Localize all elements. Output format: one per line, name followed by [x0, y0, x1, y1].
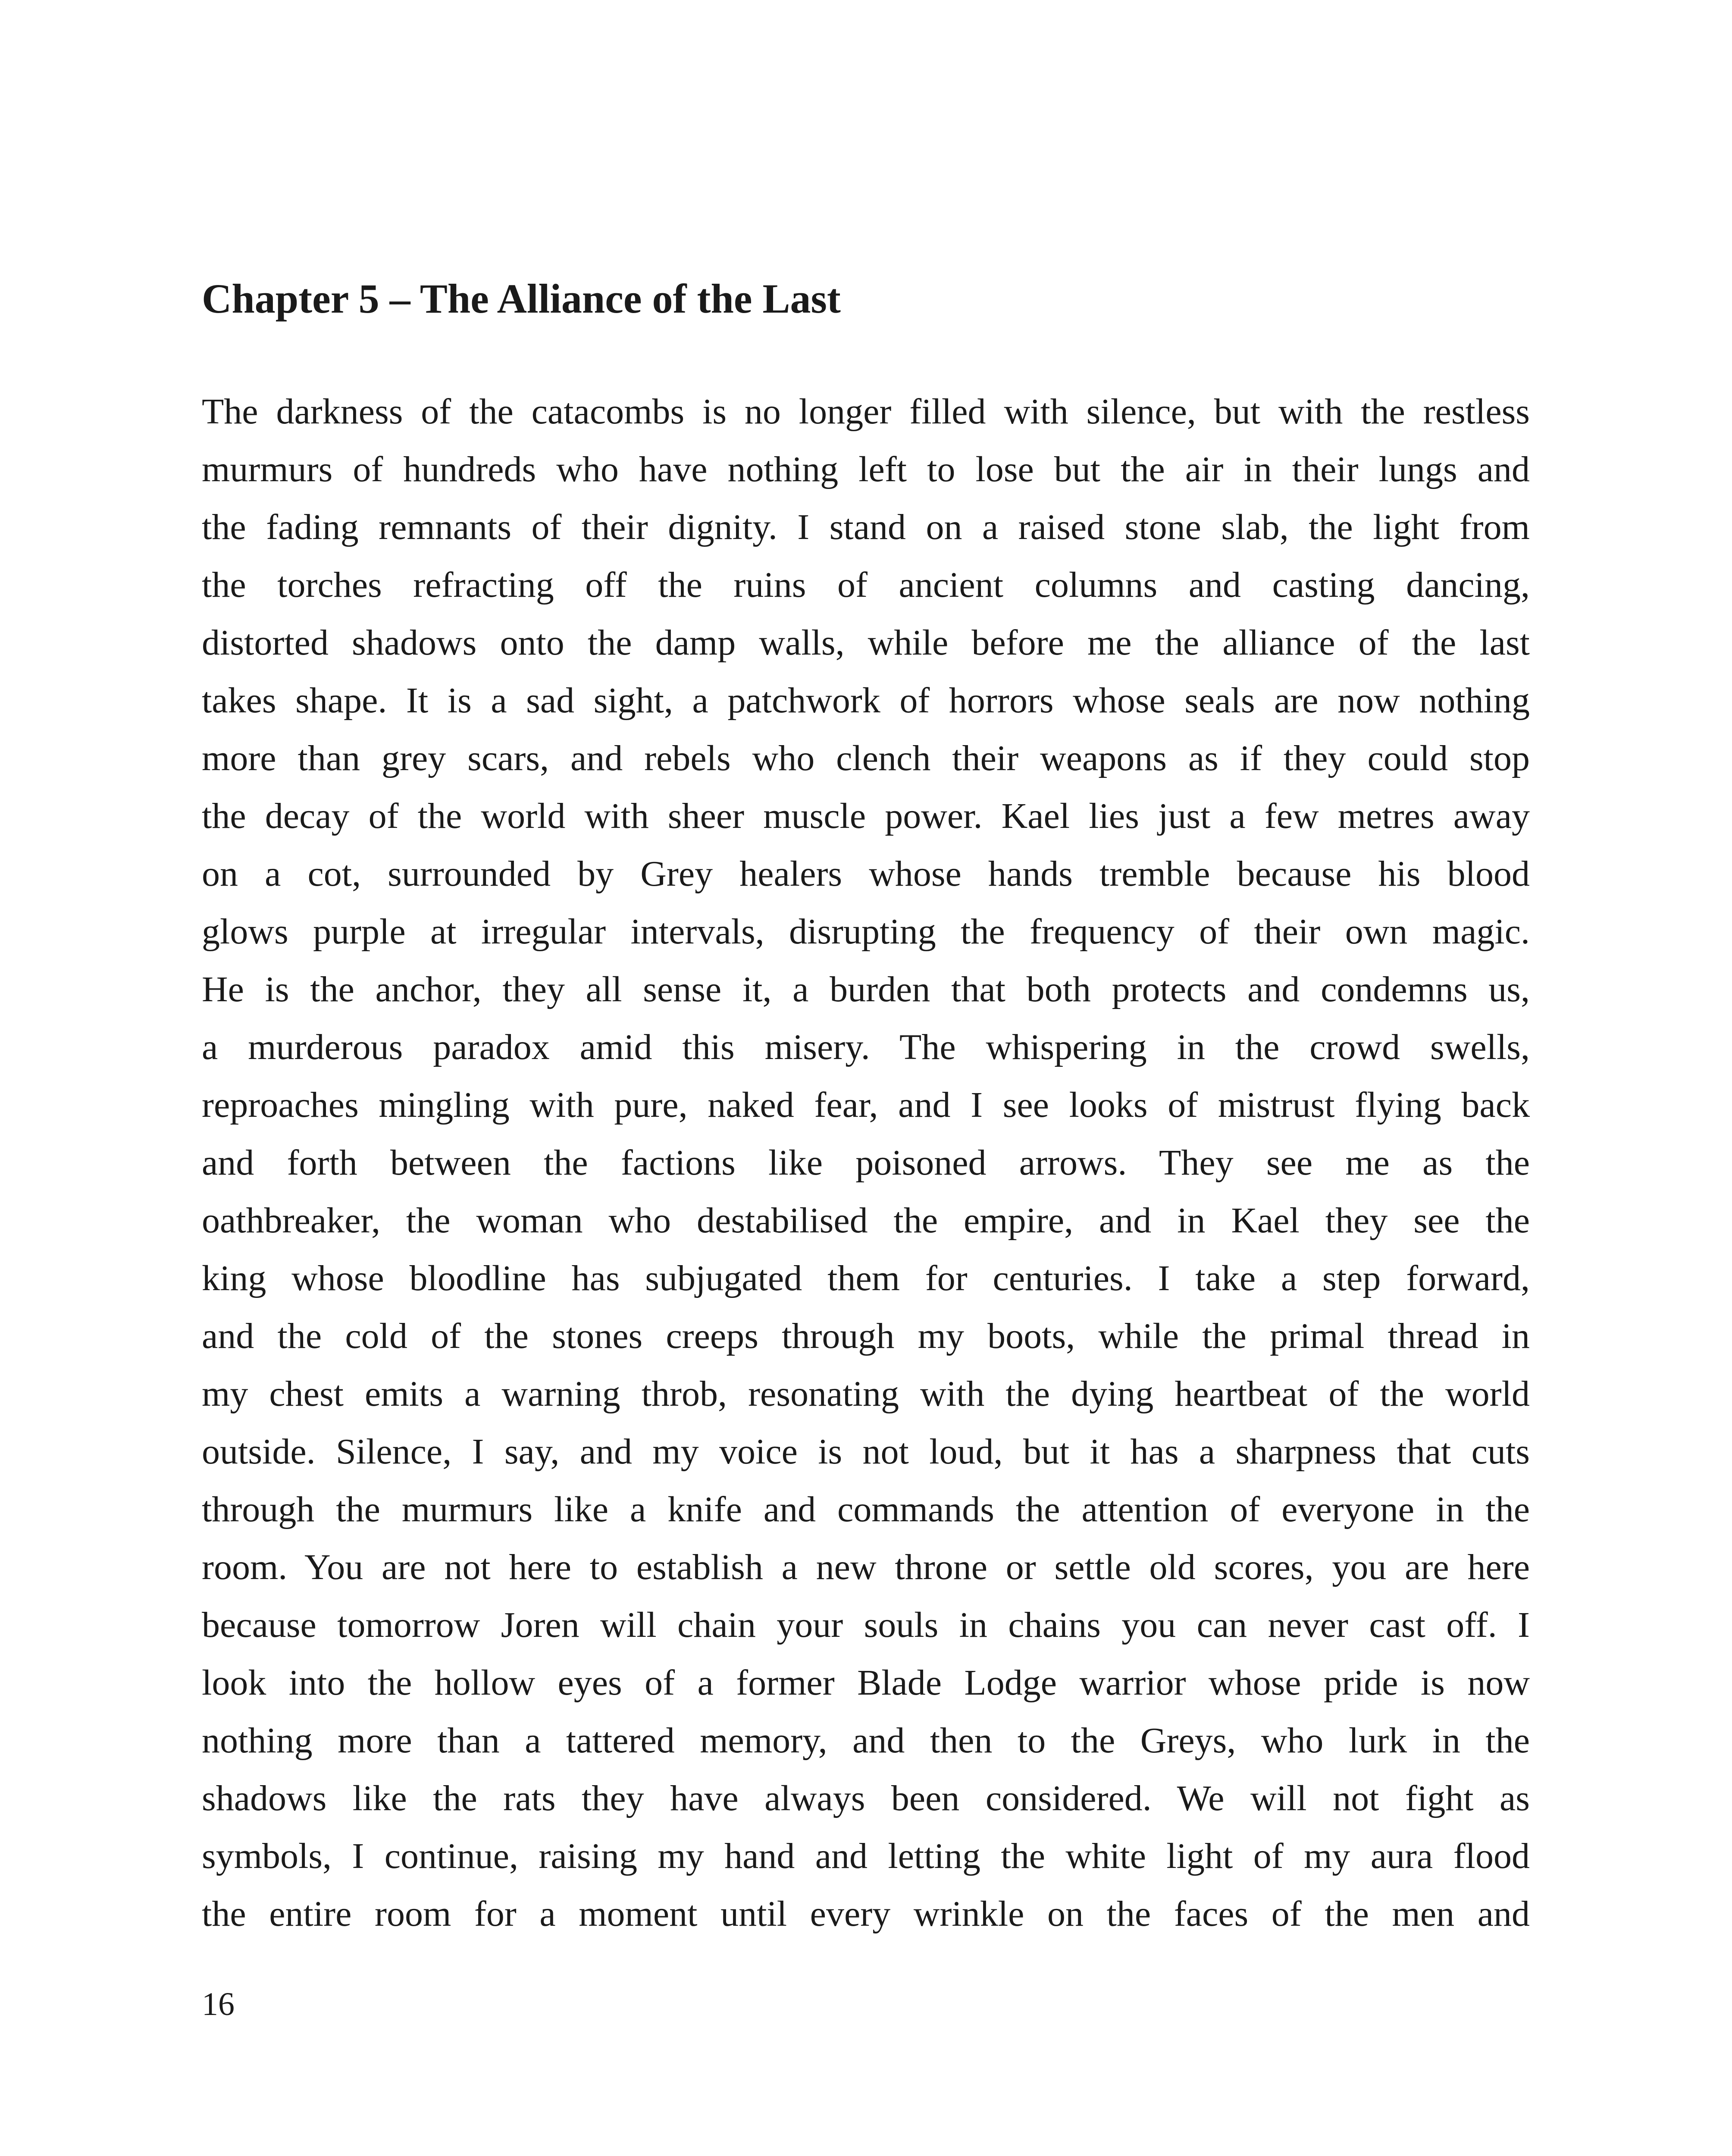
text-line: because tomorrow Joren will chain your souls in chains you can never cast off. I	[202, 1605, 1530, 1645]
text-line: symbols, I continue, raising my hand and letting the white light of my aura flood	[202, 1836, 1530, 1876]
text-line: reproaches mingling with pure, naked fear, and I see looks of mistrust flying back	[202, 1085, 1530, 1125]
text-line: the entire room for a moment until every wrinkle on the faces of the men and	[202, 1894, 1530, 1934]
body-paragraph	[202, 383, 1530, 1943]
text-line: a murderous paradox amid this misery. The whispering in the crowd swells,	[202, 1027, 1530, 1067]
text-line: through the murmurs like a knife and commands the attention of everyone in the	[202, 1489, 1530, 1529]
text-line: and forth between the factions like poisoned arrows. They see me as the	[202, 1143, 1530, 1183]
text-line: the fading remnants of their dignity. I stand on a raised stone slab, the light from	[202, 507, 1530, 547]
text-line: oathbreaker, the woman who destabilised the empire, and in Kael they see the	[202, 1200, 1530, 1241]
text-line: outside. Silence, I say, and my voice is not loud, but it has a sharpness that cuts	[202, 1432, 1530, 1472]
text-line: shadows like the rats they have always been considered. We will not fight as	[202, 1778, 1530, 1818]
text-line: He is the anchor, they all sense it, a burden that both protects and condemns us,	[202, 969, 1530, 1009]
text-line: takes shape. It is a sad sight, a patchwork of horrors whose seals are now nothing	[202, 680, 1530, 721]
text-line: my chest emits a warning throb, resonating with the dying heartbeat of the world	[202, 1374, 1530, 1414]
text-line: on a cot, surrounded by Grey healers whose hands tremble because his blood	[202, 854, 1530, 894]
text-line: king whose bloodline has subjugated them for centuries. I take a step forward,	[202, 1258, 1530, 1298]
text-line: distorted shadows onto the damp walls, while before me the alliance of the last	[202, 623, 1530, 663]
text-line: the decay of the world with sheer muscle power. Kael lies just a few metres away	[202, 796, 1530, 836]
text-line: the torches refracting off the ruins of ancient columns and casting dancing,	[202, 565, 1530, 605]
text-line: The darkness of the catacombs is no longer filled with silence, but with the restless	[202, 392, 1530, 432]
text-line: look into the hollow eyes of a former Blade Lodge warrior whose pride is now	[202, 1663, 1530, 1703]
text-line: nothing more than a tattered memory, and then to the Greys, who lurk in the	[202, 1720, 1530, 1761]
page-number: 16	[202, 1986, 235, 2022]
text-line: more than grey scars, and rebels who clench their weapons as if they could stop	[202, 738, 1530, 778]
text-line: and the cold of the stones creeps through my boots, while the primal thread in	[202, 1316, 1530, 1356]
chapter-title: Chapter 5 – The Alliance of the Last	[202, 276, 841, 322]
text-line: glows purple at irregular intervals, disrupting the frequency of their own magic.	[202, 912, 1530, 952]
text-line: murmurs of hundreds who have nothing left to lose but the air in their lungs and	[202, 449, 1530, 489]
text-line: room. You are not here to establish a new throne or settle old scores, you are here	[202, 1547, 1530, 1587]
